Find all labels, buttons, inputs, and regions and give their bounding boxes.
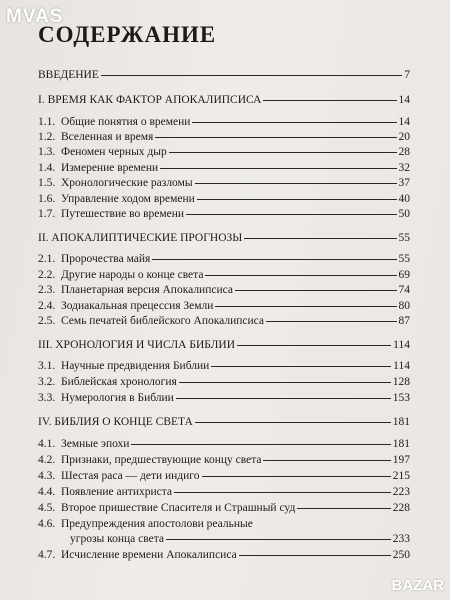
toc-entry-page: 128 [392, 376, 410, 388]
toc-entry-3-1 [38, 359, 410, 373]
toc-entry-2-2 [38, 268, 410, 282]
toc-entry-number: 1.5. [38, 177, 56, 189]
toc-entry-number: 1.4. [38, 162, 56, 174]
leader-dots [169, 152, 397, 153]
toc-entry-page: 114 [393, 339, 410, 351]
toc-entry-title: ВРЕМЯ КАК ФАКТОР АПОКАЛИПСИСА [47, 94, 262, 106]
watermark-logo: MVAS [6, 6, 64, 27]
toc-entry-title: Планетарная версия Апокалипсиса [61, 284, 233, 296]
toc-entry-number: III. [38, 339, 53, 351]
toc-entry-number: 3.3. [38, 392, 56, 404]
leader-dots [195, 422, 391, 423]
toc-entry-page: 250 [392, 549, 410, 561]
toc-entry-number: 3.1. [38, 360, 56, 372]
toc-entry-2-5 [38, 314, 410, 328]
toc-entry-page: 28 [398, 146, 410, 158]
toc-entry-number: 2.1. [38, 253, 56, 265]
leader-dots [186, 214, 396, 215]
toc-entry-4-6 [38, 517, 253, 531]
toc-entry-4-1 [38, 437, 410, 451]
toc-entry-number: 3.2. [38, 376, 56, 388]
leader-dots [211, 366, 391, 367]
toc-entry-page: 215 [392, 470, 410, 482]
toc-entry-1-7 [38, 207, 410, 221]
toc-entry-1-3 [38, 145, 410, 159]
leader-dots [205, 275, 396, 276]
toc-entry-4-7 [38, 548, 410, 562]
leader-dots [263, 460, 390, 461]
toc-entry-number: 4.1. [38, 438, 56, 450]
toc-entry-4-2 [38, 453, 410, 467]
toc-entry-page: 14 [398, 94, 410, 106]
toc-entry-page: 197 [392, 454, 410, 466]
leader-dots [152, 259, 396, 260]
toc-entry-page: 40 [398, 193, 410, 205]
toc-entry-page: 55 [398, 232, 410, 244]
toc-entry-title: Другие народы о конце света [61, 269, 204, 281]
leader-dots [192, 122, 396, 123]
leader-dots [179, 382, 391, 383]
toc-entry-title: ВВЕДЕНИЕ [38, 69, 99, 81]
toc-entry-title: Признаки, предшествующие концу света [61, 454, 262, 466]
toc-entry-number: I. [38, 94, 45, 106]
leader-dots [297, 508, 390, 509]
toc-entry-number: 4.6. [38, 518, 56, 530]
toc-entry-3-2 [38, 375, 410, 389]
toc-entry-chapter-4 [38, 415, 410, 429]
toc-entry-title: Появление антихриста [61, 486, 173, 498]
toc-entry-page: 153 [392, 392, 410, 404]
leader-dots [239, 555, 391, 556]
toc-entry-page: 114 [393, 360, 410, 372]
toc-entry-title: Зодиакальная прецессия Земли [61, 300, 214, 312]
toc-entry-number: 4.5. [38, 502, 56, 514]
toc-entry-4-5 [38, 501, 410, 515]
toc-entry-page: 80 [398, 300, 410, 312]
toc-entry-chapter-1 [38, 93, 410, 107]
leader-dots [195, 183, 397, 184]
toc-entry-page: 228 [392, 502, 410, 514]
toc-entry-page: 14 [398, 116, 410, 128]
toc-entry-page: 37 [398, 177, 410, 189]
toc-entry-page: 32 [398, 162, 410, 174]
toc-entry-2-3 [38, 283, 410, 297]
leader-dots [174, 492, 391, 493]
toc-entry-title: Семь печатей библейского Апокалипсиса [61, 315, 264, 327]
toc-entry-page: 233 [392, 533, 410, 545]
toc-entry-intro [38, 68, 410, 82]
toc-entry-number: 1.1. [38, 116, 56, 128]
toc-entry-1-5 [38, 176, 410, 190]
toc-entry-title: Предупреждения апостолови реальные [61, 518, 253, 530]
toc-entry-title: Научные предвидения Библии [61, 360, 210, 372]
toc-entry-title: Шестая раса — дети индиго [61, 470, 200, 482]
toc-entry-1-2 [38, 130, 410, 144]
toc-entry-page: 50 [398, 208, 410, 220]
toc-entry-number: 4.3. [38, 470, 56, 482]
leader-dots [176, 398, 391, 399]
toc-entry-page: 181 [392, 416, 410, 428]
corner-logo: BAZAR [391, 577, 444, 594]
leader-dots [166, 539, 391, 540]
leader-dots [160, 168, 396, 169]
toc-entry-4-3 [38, 469, 410, 483]
toc-entry-title: ХРОНОЛОГИЯ И ЧИСЛА БИБЛИИ [55, 339, 235, 351]
toc-entry-page: 55 [398, 253, 410, 265]
toc-entry-title: Вселенная и время [61, 131, 154, 143]
toc-entry-1-4 [38, 161, 410, 175]
toc-entry-1-6 [38, 192, 410, 206]
toc-entry-number: 4.7. [38, 549, 56, 561]
leader-dots [101, 75, 402, 76]
toc-entry-number: 2.2. [38, 269, 56, 281]
toc-entry-4-6-continued [70, 532, 410, 546]
toc-entry-chapter-2 [38, 231, 410, 245]
toc-entry-number: 1.2. [38, 131, 56, 143]
leader-dots [202, 476, 391, 477]
toc-entry-1-1 [38, 115, 410, 129]
toc-entry-title: АПОКАЛИПТИЧЕСКИЕ ПРОГНОЗЫ [51, 232, 243, 244]
leader-dots [155, 137, 396, 138]
toc-entry-chapter-3 [38, 338, 410, 352]
toc-entry-number: 4.4. [38, 486, 56, 498]
toc-entry-page: 7 [404, 69, 410, 81]
toc-entry-title: Управление ходом времени [61, 193, 195, 205]
leader-dots [131, 444, 390, 445]
toc-entry-number: 1.3. [38, 146, 56, 158]
toc-entry-number: IV. [38, 416, 52, 428]
leader-dots [244, 238, 396, 239]
toc-entry-title: Хронологические разломы [61, 177, 193, 189]
toc-entry-title: Земные эпохи [61, 438, 130, 450]
toc-entry-number: 2.4. [38, 300, 56, 312]
toc-entry-number: II. [38, 232, 49, 244]
toc-entry-number: 4.2. [38, 454, 56, 466]
leader-dots [237, 345, 391, 346]
toc-entry-title: угрозы конца света [70, 533, 164, 545]
leader-dots [197, 199, 397, 200]
page-title: СОДЕРЖАНИЕ [38, 22, 217, 47]
leader-dots [266, 321, 397, 322]
leader-dots [263, 100, 396, 101]
toc-entry-title: Путешествие во времени [61, 208, 185, 220]
toc-entry-page: 69 [398, 269, 410, 281]
toc-entry-page: 74 [398, 284, 410, 296]
toc-entry-3-3 [38, 391, 410, 405]
toc-entry-title: Измерение времени [61, 162, 159, 174]
toc-entry-title: Общие понятия о времени [61, 116, 191, 128]
toc-entry-page: 20 [398, 131, 410, 143]
leader-dots [215, 306, 396, 307]
toc-entry-title: Исчисление времени Апокалипсиса [61, 549, 237, 561]
toc-entry-page: 181 [392, 438, 410, 450]
toc-entry-number: 1.6. [38, 193, 56, 205]
toc-entry-number: 1.7. [38, 208, 56, 220]
toc-entry-4-4 [38, 485, 410, 499]
toc-entry-title: Феномен черных дыр [61, 146, 167, 158]
toc-entry-2-4 [38, 299, 410, 313]
toc-entry-title: Пророчества майя [61, 253, 151, 265]
toc-entry-page: 223 [392, 486, 410, 498]
toc-entry-title: Второе пришествие Спасителя и Страшный суд [61, 502, 296, 514]
toc-entry-title: БИБЛИЯ О КОНЦЕ СВЕТА [54, 416, 193, 428]
toc-entry-number: 2.5. [38, 315, 56, 327]
toc-entry-title: Нумерология в Библии [61, 392, 174, 404]
leader-dots [235, 290, 397, 291]
toc-entry-number: 2.3. [38, 284, 56, 296]
toc-entry-title: Библейская хронология [61, 376, 177, 388]
toc-entry-page: 87 [398, 315, 410, 327]
toc-entry-2-1 [38, 252, 410, 266]
